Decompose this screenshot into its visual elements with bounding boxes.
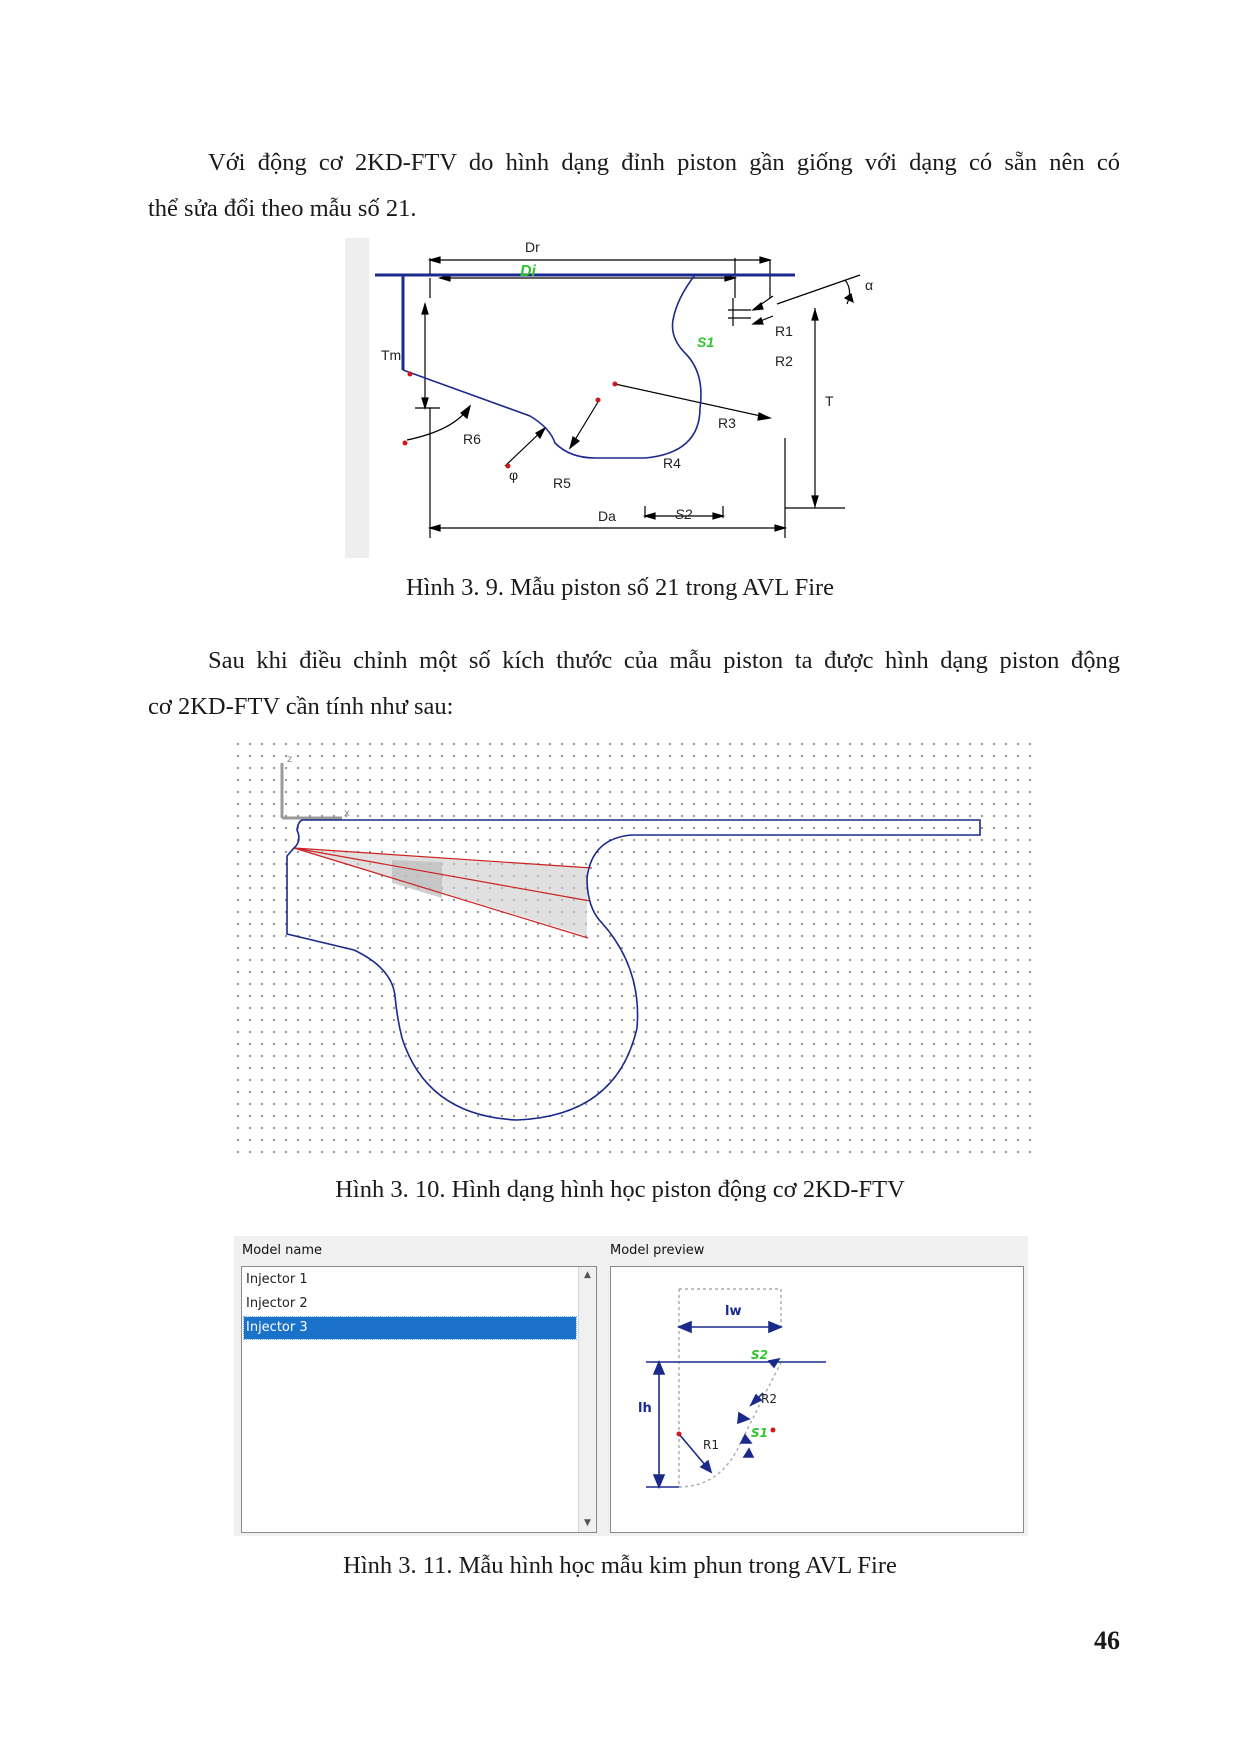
label-dr: Dr xyxy=(525,239,540,255)
preview-label-lh: lh xyxy=(638,1401,652,1416)
list-item-injector-1[interactable]: Injector 1 xyxy=(246,1272,308,1287)
preview-label-lw: lw xyxy=(725,1304,742,1319)
axis-z-label: z xyxy=(287,754,293,765)
paragraph-2-line-2: cơ 2KD-FTV cần tính như sau: xyxy=(148,693,454,720)
label-r4: R4 xyxy=(663,455,681,471)
page-number: 46 xyxy=(1094,1626,1120,1655)
figure-piston-geometry xyxy=(232,738,1032,1158)
label-r2: R2 xyxy=(775,353,793,369)
figure-3-caption: Hình 3. 11. Mẫu hình học mẫu kim phun trong AVL Fire xyxy=(343,1552,897,1579)
preview-label-r1: R1 xyxy=(703,1438,719,1452)
label-phi: φ xyxy=(509,467,519,483)
label-tm: Tm xyxy=(381,347,402,363)
preview-label-r2: R2 xyxy=(761,1392,777,1406)
paragraph-2 xyxy=(148,638,1120,730)
label-r5: R5 xyxy=(553,475,571,491)
list-item-injector-2[interactable]: Injector 2 xyxy=(246,1296,308,1311)
figure-1-caption: Hình 3. 9. Mẫu piston số 21 trong AVL Fire xyxy=(405,574,835,601)
injector-preview-diagram xyxy=(611,1267,1023,1532)
preview-label-s2: S2 xyxy=(751,1348,768,1362)
preview-label-s1: S1 xyxy=(751,1426,768,1440)
label-s1: S1 xyxy=(697,334,715,350)
label-s2: S2 xyxy=(675,506,693,522)
model-preview-label: Model preview xyxy=(610,1243,705,1258)
model-name-label: Model name xyxy=(242,1243,323,1258)
label-t: T xyxy=(825,393,834,409)
list-item-injector-3[interactable]: Injector 3 xyxy=(244,1317,576,1339)
label-r1: R1 xyxy=(775,323,793,339)
injector-model-panel xyxy=(234,1236,1028,1536)
list-scrollbar[interactable] xyxy=(578,1267,596,1532)
paragraph-1 xyxy=(148,140,1120,232)
scroll-up-icon[interactable]: ▲ xyxy=(584,1270,591,1280)
figure-2-caption: Hình 3. 10. Hình dạng hình học piston động cơ 2KD-FTV xyxy=(335,1176,905,1203)
label-di: Di xyxy=(520,263,536,280)
label-alpha: α xyxy=(865,277,874,293)
paragraph-1-line-1: Với động cơ 2KD-FTV do hình dạng đỉnh piston gần giống với dạng có sẵn nên có xyxy=(208,149,1120,176)
label-r3: R3 xyxy=(718,415,736,431)
axis-x-label: x xyxy=(344,808,350,819)
label-r6: R6 xyxy=(463,431,481,447)
label-da: Da xyxy=(598,508,616,524)
paragraph-2-line-1: Sau khi điều chỉnh một số kích thước của mẫu piston ta được hình dạng piston động xyxy=(208,647,1120,674)
paragraph-1-line-2: thể sửa đổi theo mẫu số 21. xyxy=(148,195,417,222)
figure-piston-template-21 xyxy=(345,238,890,558)
scroll-down-icon[interactable]: ▼ xyxy=(584,1518,591,1528)
model-list[interactable] xyxy=(241,1266,597,1533)
model-preview xyxy=(610,1266,1024,1533)
